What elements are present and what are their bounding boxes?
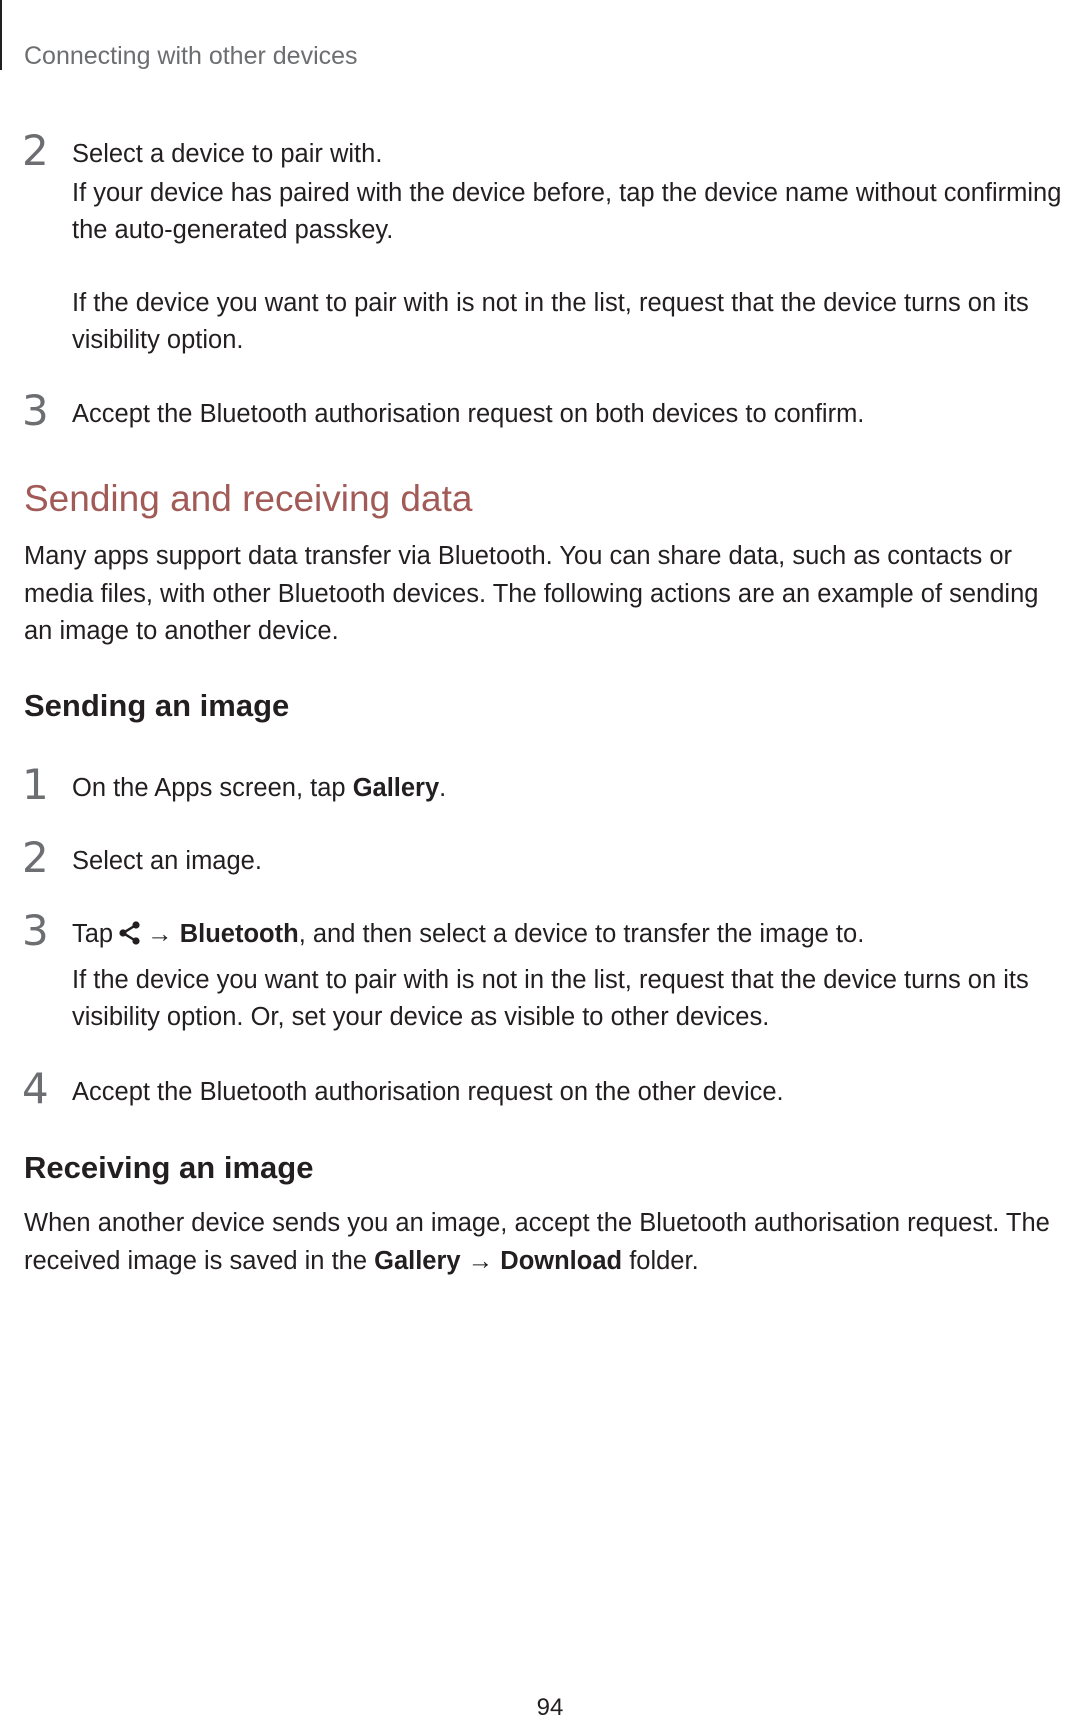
- step-text-post: , and then select a device to transfer the image to.: [298, 920, 865, 948]
- gallery-label: Gallery: [352, 774, 440, 802]
- step-text-pre: Tap: [72, 920, 114, 948]
- download-label: Download: [500, 1246, 623, 1275]
- step-number: 1: [22, 760, 49, 809]
- step-number: 3: [22, 386, 49, 435]
- receiving-text-pre: When another device sends you an image, accept the Bluetooth authorisation request. The received image is saved in the: [24, 1209, 1050, 1275]
- pairing-step-2-note-2: If the device you want to pair with is not in the list, request that the device turns on its visibility option.: [72, 289, 1029, 354]
- section-heading: Sending and receiving data: [24, 478, 473, 519]
- receiving-paragraph: [24, 1205, 1068, 1280]
- sending-heading: Sending an image: [24, 688, 290, 723]
- step-text: Accept the Bluetooth authorisation request on both devices to confirm.: [72, 400, 865, 428]
- arrow: →: [467, 1246, 494, 1275]
- step-number: 2: [22, 833, 49, 882]
- step-number: 4: [22, 1064, 49, 1113]
- sending-step-3-note: If the device you want to pair with is not in the list, request that the device turns on its visibility option. Or, set your device as visible to other devices.: [72, 966, 1029, 1031]
- step-text-post: .: [439, 774, 447, 802]
- arrow: →: [147, 920, 173, 948]
- receiving-text-post: folder.: [622, 1246, 699, 1275]
- step-number: 3: [22, 906, 49, 955]
- header-rule: [0, 0, 2, 70]
- share-icon: [117, 920, 143, 946]
- pairing-step-2-note-1: If your device has paired with the device before, tap the device name without confirming the auto-generated passkey.: [72, 179, 1062, 244]
- section-intro: Many apps support data transfer via Bluetooth. You can share data, such as contacts or media files, with other Bluetooth devices. The following actions are an example of sending an image to another device.: [24, 542, 1039, 645]
- gallery-label: Gallery: [374, 1246, 461, 1275]
- page-header-title: Connecting with other devices: [24, 42, 358, 70]
- step-text: Select a device to pair with.: [72, 140, 383, 168]
- step-text: [72, 770, 1066, 807]
- step-text: [72, 916, 1066, 953]
- step-text: Accept the Bluetooth authorisation request on the other device.: [72, 1078, 784, 1106]
- step-text-pre: On the Apps screen, tap: [72, 774, 353, 802]
- page-number: 94: [536, 1694, 564, 1721]
- step-text: Select an image.: [72, 847, 262, 875]
- bluetooth-label: Bluetooth: [179, 920, 299, 948]
- step-number: 2: [22, 126, 49, 175]
- receiving-heading: Receiving an image: [24, 1150, 314, 1185]
